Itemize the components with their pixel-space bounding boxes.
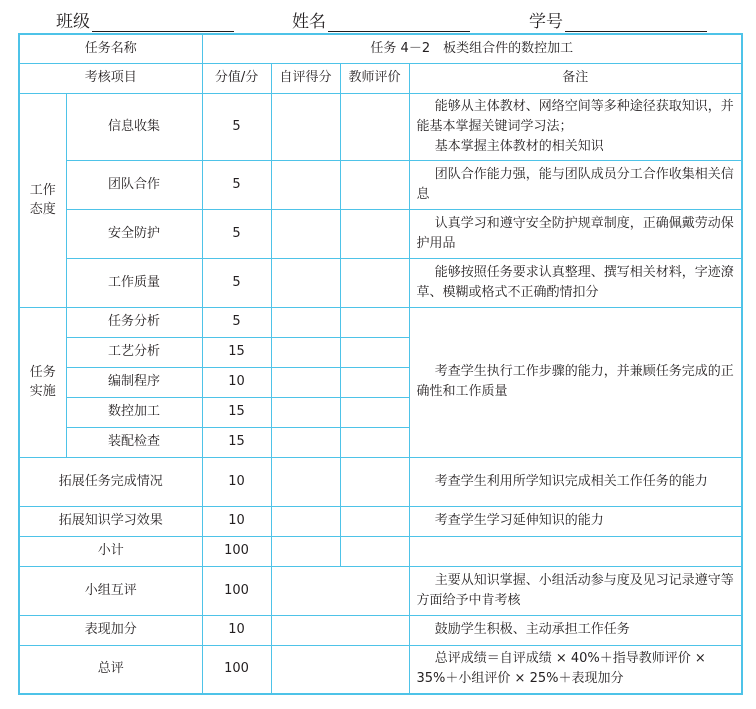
col-header-score: 分值/分: [202, 63, 271, 93]
item-cell: 工艺分析: [66, 337, 202, 367]
table-row: [19, 506, 742, 536]
teacher-score-cell[interactable]: [340, 536, 409, 566]
self-score-cell[interactable]: [271, 506, 340, 536]
item-cell: 拓展知识学习效果: [19, 506, 202, 536]
note-line: 基本掌握主体教材的相关知识: [434, 138, 604, 154]
note-cell: 考查学生学习延伸知识的能力: [409, 506, 742, 536]
note-cell: [409, 536, 742, 566]
self-score-cell[interactable]: [271, 160, 340, 209]
self-score-cell[interactable]: [271, 337, 340, 367]
note-cell: 能够按照任务要求认真整理、撰写相关材料，字迹潦草、模糊或格式不正确酌情扣分: [409, 258, 742, 307]
name-input-line[interactable]: [328, 11, 470, 32]
teacher-score-cell[interactable]: [340, 337, 409, 367]
teacher-score-cell[interactable]: [340, 209, 409, 258]
score-cell: 100: [202, 566, 271, 615]
item-cell: 表现加分: [19, 615, 202, 645]
score-cell: 10: [202, 615, 271, 645]
note-line: 能够从主体教材、网络空间等多种途径获取知识，并能基本掌握关键词学习法；: [416, 98, 734, 134]
task-name-value: 任务 4－2 板类组合件的数控加工: [202, 34, 742, 63]
note-cell: 鼓励学生积极、主动承担工作任务: [409, 615, 742, 645]
teacher-score-cell[interactable]: [340, 160, 409, 209]
note-cell: 团队合作能力强，能与团队成员分工合作收集相关信息: [409, 160, 742, 209]
table-row: [19, 615, 742, 645]
item-cell: 信息收集: [66, 93, 202, 160]
teacher-score-cell[interactable]: [340, 397, 409, 427]
bonus-score-cell[interactable]: [271, 615, 409, 645]
score-cell: 5: [202, 307, 271, 337]
self-score-cell[interactable]: [271, 427, 340, 457]
score-cell: 5: [202, 93, 271, 160]
total-score-cell[interactable]: [271, 645, 409, 694]
self-score-cell[interactable]: [271, 307, 340, 337]
note-cell: 考查学生执行工作步骤的能力，并兼顾任务完成的正确性和工作质量: [409, 307, 742, 457]
table-row: [19, 160, 742, 209]
score-cell: 5: [202, 209, 271, 258]
self-score-cell[interactable]: [271, 397, 340, 427]
teacher-score-cell[interactable]: [340, 258, 409, 307]
teacher-score-cell[interactable]: [340, 427, 409, 457]
item-cell: 装配检查: [66, 427, 202, 457]
note-cell: [409, 93, 742, 160]
col-header-note: 备注: [409, 63, 742, 93]
student-info-header: [0, 0, 756, 32]
item-cell: 总评: [19, 645, 202, 694]
task-name-label: 任务名称: [19, 34, 202, 63]
self-score-cell[interactable]: [271, 457, 340, 506]
score-cell: 10: [202, 367, 271, 397]
subtotal-row: [19, 536, 742, 566]
table-row: [19, 209, 742, 258]
score-cell: 10: [202, 506, 271, 536]
class-label: 班级: [56, 12, 90, 32]
note-cell: 考查学生利用所学知识完成相关工作任务的能力: [409, 457, 742, 506]
student-id-field: [529, 7, 707, 32]
table-row: [19, 93, 742, 160]
self-score-cell[interactable]: [271, 93, 340, 160]
self-score-cell[interactable]: [271, 367, 340, 397]
name-label: 姓名: [292, 12, 326, 32]
task-name-row: [19, 34, 742, 63]
item-cell: 编制程序: [66, 367, 202, 397]
item-cell: 小组互评: [19, 566, 202, 615]
name-field: [292, 7, 470, 32]
item-cell: 数控加工: [66, 397, 202, 427]
teacher-score-cell[interactable]: [340, 506, 409, 536]
note-cell: 认真学习和遵守安全防护规章制度，正确佩戴劳动保护用品: [409, 209, 742, 258]
class-field: [56, 7, 234, 32]
item-cell: 团队合作: [66, 160, 202, 209]
col-header-self-score: 自评得分: [271, 63, 340, 93]
item-cell: 拓展任务完成情况: [19, 457, 202, 506]
group-label-attitude: 工作 态度: [19, 93, 66, 307]
table-row: [19, 307, 742, 337]
teacher-score-cell[interactable]: [340, 367, 409, 397]
col-header-teacher-score: 教师评价: [340, 63, 409, 93]
teacher-score-cell[interactable]: [340, 307, 409, 337]
total-row: [19, 645, 742, 694]
score-cell: 10: [202, 457, 271, 506]
self-score-cell[interactable]: [271, 536, 340, 566]
table-row: [19, 258, 742, 307]
column-header-row: [19, 63, 742, 93]
score-cell: 100: [202, 536, 271, 566]
note-cell: 主要从知识掌握、小组活动参与度及见习记录遵守等方面给予中肯考核: [409, 566, 742, 615]
score-cell: 15: [202, 427, 271, 457]
note-cell: 总评成绩＝自评成绩 × 40%＋指导教师评价 × 35%＋小组评价 × 25%＋表现加分: [409, 645, 742, 694]
table-row: [19, 566, 742, 615]
teacher-score-cell[interactable]: [340, 457, 409, 506]
student-id-label: 学号: [529, 12, 563, 32]
score-cell: 5: [202, 160, 271, 209]
score-cell: 100: [202, 645, 271, 694]
class-input-line[interactable]: [92, 11, 234, 32]
peer-score-cell[interactable]: [271, 566, 409, 615]
item-cell: 任务分析: [66, 307, 202, 337]
score-cell: 15: [202, 397, 271, 427]
student-id-input-line[interactable]: [565, 11, 707, 32]
group-label-implementation: 任务 实施: [19, 307, 66, 457]
item-cell: 工作质量: [66, 258, 202, 307]
score-cell: 5: [202, 258, 271, 307]
self-score-cell[interactable]: [271, 258, 340, 307]
item-cell: 安全防护: [66, 209, 202, 258]
evaluation-table: [18, 33, 743, 695]
col-header-item: 考核项目: [19, 63, 202, 93]
score-cell: 15: [202, 337, 271, 367]
teacher-score-cell[interactable]: [340, 93, 409, 160]
table-row: [19, 457, 742, 506]
item-cell: 小计: [19, 536, 202, 566]
self-score-cell[interactable]: [271, 209, 340, 258]
